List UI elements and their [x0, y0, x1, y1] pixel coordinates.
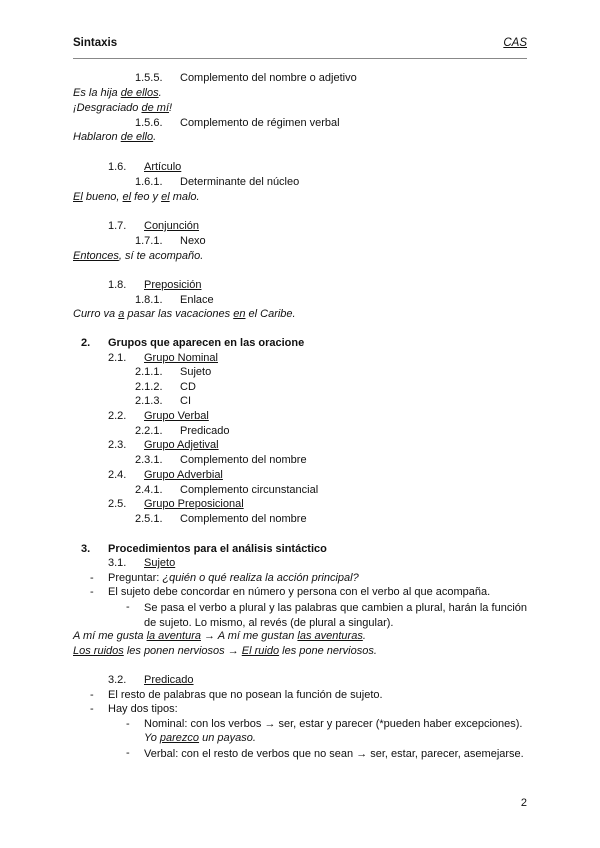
- example-text: Yo: [144, 732, 160, 744]
- section-number: 2.2.: [108, 410, 127, 422]
- section-2-4: [108, 469, 223, 482]
- section-title: Sujeto: [180, 366, 212, 378]
- bullet-dash: -: [90, 586, 94, 598]
- bullet-dash: -: [90, 689, 94, 701]
- section-title: Conjunción: [144, 220, 200, 232]
- subsection-1-5-6: [135, 117, 340, 130]
- section-2-heading: [81, 337, 304, 350]
- section-number: 1.5.6.: [135, 117, 163, 129]
- example-highlight: el: [122, 191, 132, 203]
- section-title: Sujeto: [144, 557, 176, 569]
- section-number: 2.: [81, 337, 91, 349]
- subsection-1-8-1: [135, 294, 214, 307]
- section-2-1: [108, 352, 218, 365]
- example-7: [73, 630, 366, 643]
- section-number: 2.1.2.: [135, 381, 163, 393]
- bullet-7: Verbal: con el resto de verbos que no sean → ser, estar, parecer, asemejarse.: [144, 748, 524, 760]
- section-number: 1.6.: [108, 161, 127, 173]
- bullet-3-dash-wrap: [126, 601, 130, 614]
- bullet-5: [90, 703, 178, 716]
- section-3-2: [108, 674, 194, 687]
- bullet-text: El sujeto debe concordar en número y persona con el verbo al que acompaña.: [108, 586, 491, 598]
- example-6: [73, 308, 296, 321]
- bullet-dash: -: [126, 718, 130, 730]
- section-title: Grupo Adjetival: [144, 439, 219, 451]
- bullet-text: Nominal: con los verbos → ser, estar y parecer (*pueden haber excepciones).: [144, 718, 523, 730]
- example-text: un payaso.: [199, 732, 256, 744]
- section-number: 3.: [81, 543, 91, 555]
- example-text: feo y: [131, 191, 162, 203]
- example-text: bueno,: [82, 191, 123, 203]
- section-number: 2.1.3.: [135, 395, 163, 407]
- section-number: 3.1.: [108, 557, 127, 569]
- section-title: Complemento circunstancial: [180, 484, 319, 496]
- bullet-text: Preguntar:: [108, 572, 163, 584]
- example-text: !: [169, 102, 173, 114]
- example-2: [73, 102, 172, 115]
- section-number: 2.4.1.: [135, 484, 163, 496]
- example-8: [73, 645, 377, 658]
- section-number: 1.5.5.: [135, 72, 163, 84]
- example-highlight: de mí: [141, 102, 169, 114]
- section-title: Complemento del nombre o adjetivo: [180, 72, 357, 84]
- section-title: Grupo Nominal: [144, 352, 218, 364]
- section-1-8: [108, 279, 201, 292]
- section-title: Grupo Adverbial: [144, 469, 223, 481]
- section-number: 1.7.1.: [135, 235, 163, 247]
- header-title: Sintaxis: [73, 37, 118, 49]
- subsection-2-1-1: [135, 366, 211, 379]
- example-1: [73, 87, 162, 100]
- section-3-1: [108, 557, 175, 570]
- example-highlight: en: [233, 308, 246, 320]
- example-text: A mí me gusta: [73, 630, 147, 642]
- example-text: Hablaron: [73, 131, 121, 143]
- example-highlight: El ruido: [241, 645, 280, 657]
- section-number: 1.8.1.: [135, 294, 163, 306]
- example-text: .: [362, 630, 366, 642]
- section-1-6: [108, 161, 181, 174]
- section-2-3: [108, 439, 219, 452]
- example-highlight: las aventuras: [297, 630, 363, 642]
- example-text: .: [158, 87, 162, 99]
- bullet-question: ¿quién o qué realiza la acción principal?: [162, 572, 359, 584]
- section-1-7: [108, 220, 199, 233]
- section-number: 1.8.: [108, 279, 127, 291]
- subsection-2-3-1: [135, 454, 307, 467]
- section-title: CI: [180, 395, 191, 407]
- example-5: [73, 250, 203, 263]
- example-highlight: parezco: [159, 732, 200, 744]
- section-title: Grupo Preposicional: [144, 498, 244, 510]
- example-9: [144, 732, 256, 745]
- bullet-6: [126, 718, 522, 731]
- example-highlight: de ellos: [120, 87, 159, 99]
- subsection-1-6-1: [135, 176, 299, 189]
- section-number: 2.4.: [108, 469, 127, 481]
- example-highlight: El: [73, 191, 83, 203]
- section-number: 2.1.1.: [135, 366, 163, 378]
- example-text: ¡Desgraciado: [73, 102, 142, 114]
- example-highlight: a: [118, 308, 125, 320]
- section-title: CD: [180, 381, 196, 393]
- section-title: Determinante del núcleo: [180, 176, 300, 188]
- example-highlight: Los ruidos: [73, 645, 124, 657]
- section-number: 2.5.1.: [135, 513, 163, 525]
- bullet-text: El resto de palabras que no posean la función de sujeto.: [108, 689, 383, 701]
- subsection-2-5-1: [135, 513, 307, 526]
- subsection-2-2-1: [135, 425, 230, 438]
- section-number: 1.7.: [108, 220, 127, 232]
- example-text: , sí te acompaño.: [118, 250, 204, 262]
- bullet-3: Se pasa el verbo a plural y las palabras que cambien a plural, harán la función de sujeto. Lo mismo, al revés (de plural a singular).: [144, 602, 527, 629]
- section-2-2: [108, 410, 209, 423]
- section-number: 2.3.: [108, 439, 127, 451]
- subsection-2-4-1: [135, 484, 318, 497]
- bullet-4: [90, 689, 383, 702]
- section-title: Complemento del nombre: [180, 454, 307, 466]
- section-number: 1.6.1.: [135, 176, 163, 188]
- bullet-2: [90, 586, 490, 599]
- example-text: malo.: [169, 191, 200, 203]
- section-title: Grupo Verbal: [144, 410, 209, 422]
- example-4: [73, 191, 200, 204]
- section-2-5: [108, 498, 244, 511]
- example-highlight: la aventura: [146, 630, 201, 642]
- example-3: [73, 131, 156, 144]
- section-number: 2.1.: [108, 352, 127, 364]
- section-number: 2.3.1.: [135, 454, 163, 466]
- section-number: 2.5.: [108, 498, 127, 510]
- section-title: Complemento de régimen verbal: [180, 117, 340, 129]
- bullet-dash: -: [90, 703, 94, 715]
- section-title: Procedimientos para el análisis sintáctico: [108, 543, 327, 555]
- example-text: pasar las vacaciones: [124, 308, 234, 320]
- subsection-2-1-2: [135, 381, 196, 394]
- header-divider: [73, 58, 527, 59]
- bullet-dash: -: [126, 601, 130, 613]
- section-number: 2.2.1.: [135, 425, 163, 437]
- section-3-heading: [81, 543, 327, 556]
- example-highlight: el: [161, 191, 170, 203]
- example-highlight: Entonces: [73, 250, 119, 262]
- section-title: Enlace: [180, 294, 214, 306]
- section-title: Preposición: [144, 279, 202, 291]
- bullet-1: [90, 572, 359, 585]
- subsection-1-5-5: [135, 72, 357, 85]
- bullet-dash: -: [90, 572, 94, 584]
- section-title: Predicado: [180, 425, 230, 437]
- bullet-text: Hay dos tipos:: [108, 703, 178, 715]
- example-highlight: de ello: [120, 131, 154, 143]
- example-text: Curro va: [73, 308, 119, 320]
- example-text: el Caribe.: [245, 308, 296, 320]
- example-text: → A mí me gustan: [201, 630, 298, 642]
- example-text: Es la hija: [73, 87, 121, 99]
- header-author: CAS: [503, 37, 527, 49]
- subsection-2-1-3: [135, 395, 191, 408]
- section-title: Grupos que aparecen en las oracione: [108, 337, 305, 349]
- section-title: Nexo: [180, 235, 206, 247]
- section-title: Predicado: [144, 674, 194, 686]
- section-title: Artículo: [144, 161, 182, 173]
- section-number: 3.2.: [108, 674, 127, 686]
- bullet-7-dash-wrap: [126, 747, 130, 760]
- section-title: Complemento del nombre: [180, 513, 307, 525]
- bullet-dash: -: [126, 747, 130, 759]
- page-number: 2: [520, 797, 527, 809]
- example-text: .: [153, 131, 157, 143]
- subsection-1-7-1: [135, 235, 206, 248]
- example-text: les pone nerviosos.: [279, 645, 377, 657]
- example-text: les ponen nerviosos →: [123, 645, 242, 657]
